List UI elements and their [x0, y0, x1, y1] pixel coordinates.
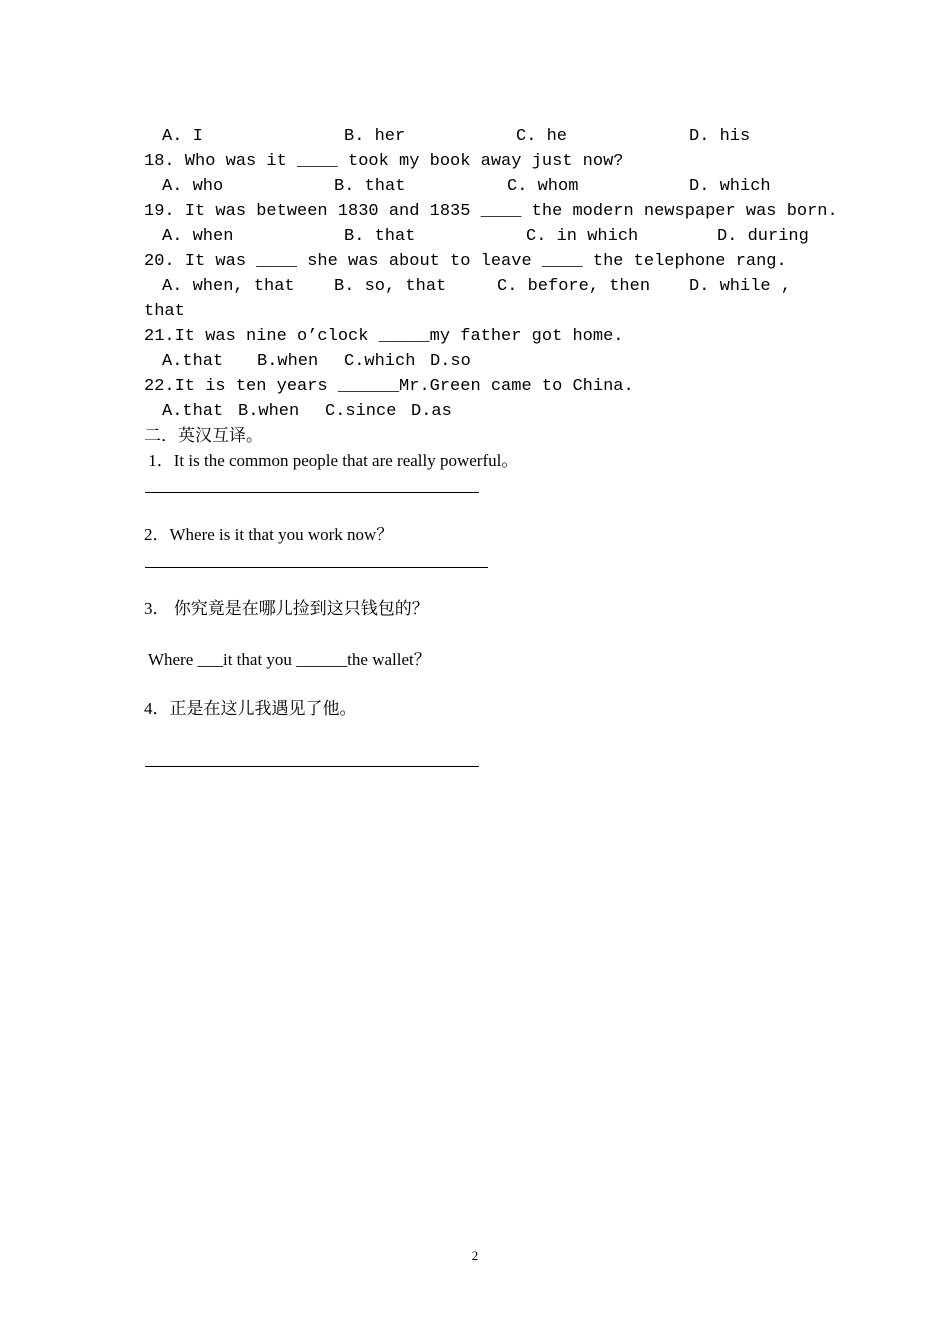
option-d: D. his: [689, 127, 751, 146]
option-a: A. when: [162, 227, 234, 246]
option-c: C.which: [344, 352, 416, 371]
question-21-stem: 21.It was nine o’clock _____my father got home.: [144, 327, 624, 346]
option-c: C. he: [516, 127, 568, 146]
option-c: C. before, then: [497, 277, 651, 296]
option-a: A.that: [162, 352, 224, 371]
translation-item-2: 2．Where is it that you work now？: [144, 525, 394, 544]
option-c: C. whom: [507, 177, 579, 196]
option-d: D. which: [689, 177, 771, 196]
question-22-options: [0, 402, 950, 422]
option-c: C.since: [325, 402, 397, 421]
question-20-options: [0, 277, 950, 297]
option-a: A. when, that: [162, 277, 295, 296]
section-title: 二．英汉互译。: [144, 426, 263, 445]
option-d: D.so: [430, 352, 471, 371]
question-19-options: [0, 227, 950, 247]
answer-line-2: [145, 567, 488, 568]
option-a: A. I: [162, 127, 203, 146]
question-21-options: [0, 352, 950, 372]
option-c: C. in which: [526, 227, 639, 246]
option-b: B.when: [257, 352, 319, 371]
option-a: A. who: [162, 177, 224, 196]
question-20-option-d-continuation: that: [144, 302, 185, 321]
option-b: B. that: [344, 227, 416, 246]
option-b: B. her: [344, 127, 406, 146]
answer-line-4: [145, 766, 479, 767]
question-22-stem: 22.It is ten years ______Mr.Green came to China.: [144, 377, 634, 396]
option-d: D. during: [717, 227, 809, 246]
translation-item-4: 4．正是在这儿我遇见了他。: [144, 699, 357, 718]
translation-item-3: 3． 你究竟是在哪儿捡到这只钱包的？: [144, 599, 429, 618]
translation-item-3-fill-in: Where ___it that you ______the wallet？: [144, 650, 431, 669]
option-b: B. so, that: [334, 277, 447, 296]
option-a: A.that: [162, 402, 224, 421]
question-19-stem: 19. It was between 1830 and 1835 ____ the modern newspaper was born.: [144, 202, 838, 221]
question-20-stem: 20. It was ____ she was about to leave ____ the telephone rang.: [144, 252, 787, 271]
translation-item-1: 1．It is the common people that are really powerful。: [144, 451, 519, 470]
question-18-stem: 18. Who was it ____ took my book away just now?: [144, 152, 624, 171]
question-18-options: [0, 177, 950, 197]
option-d: D.as: [411, 402, 452, 421]
option-b: B. that: [334, 177, 406, 196]
answer-line-1: [145, 492, 479, 493]
page-number: 2: [471, 1248, 479, 1263]
question-17-options: [0, 127, 950, 147]
option-d: D. while ,: [689, 277, 792, 296]
option-b: B.when: [238, 402, 300, 421]
